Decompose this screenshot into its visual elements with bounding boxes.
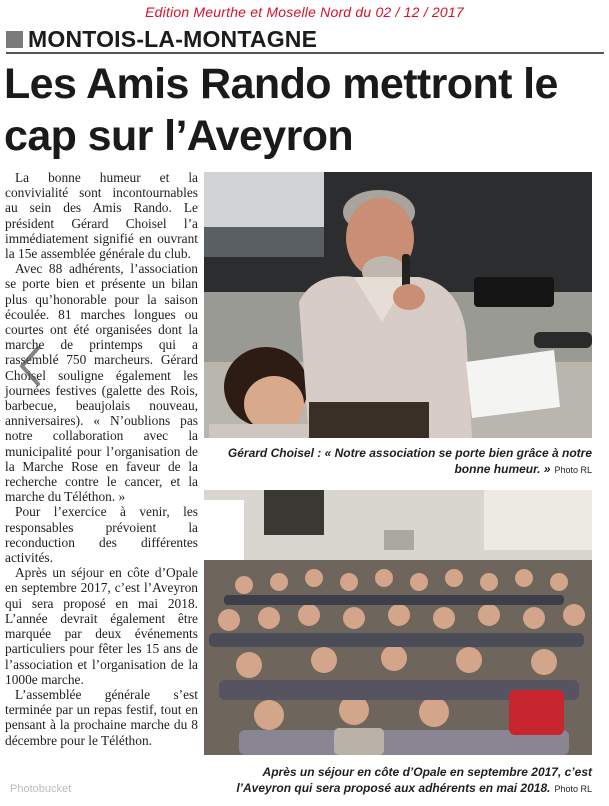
edition-banner: Edition Meurthe et Moselle Nord du 02 / 12 / 2017 [145, 4, 464, 20]
photo-audience-image [204, 490, 592, 755]
photo-speaker-caption [210, 445, 592, 478]
article-headline: Les Amis Rando mettront le cap sur l’Aveyron [4, 60, 558, 160]
photo-audience [204, 490, 592, 755]
rubric-divider [6, 52, 604, 54]
photo-speaker [204, 172, 592, 438]
photobucket-watermark: Photobucket [10, 783, 72, 795]
photo-audience-caption [210, 764, 592, 797]
chevron-left-icon[interactable] [14, 344, 46, 388]
photo-speaker-image [204, 172, 592, 438]
caption-text: Gérard Choisel : « Notre association se porte bien grâce à notre bonne humeur. » [227, 446, 592, 476]
rubric-square-icon [6, 31, 23, 48]
caption-text: Après un séjour en côte d’Opale en septembre 2017, c’est l’Aveyron qui sera proposé aux adhérents en mai 2018. [236, 765, 592, 795]
article-paragraph: L’assemblée générale s’est terminée par un repas festif, tout en pensant à la prochaine marche du 8 décembre pour le Téléthon. [5, 686, 198, 748]
article-paragraph: Avec 88 adhérents, l’association se porte bien et présente un bilan plus qu’honorable pour la saison écoulée. 81 marches longues ou courtes ont été organisées dont la marche de printemps qui a rassemblé 750 marcheurs. Gérard Choisel souligne également les journées festives (galette des Rois, barbecue, beaujolais nouveau, anniversaires). « N’oublions pas notre collaboration avec la municipalité pour l’organisation de la Marche Rose en faveur de la recherche contre le cancer, et la marche du Téléthon. » [5, 261, 198, 505]
photo-credit: Photo RL [554, 784, 592, 794]
article-body [5, 170, 198, 748]
article-paragraph: Après un séjour en côte d’Opale en septembre 2017, c’est l’Aveyron qui sera proposé en mai 2018. L’année devrait également être marquée par deux événements particuliers pour fêter les 15 ans de l’association et l’organisation de la 1000e marche. [5, 565, 198, 687]
rubric-title: MONTOIS-LA-MONTAGNE [28, 25, 318, 52]
photo-credit: Photo RL [554, 465, 592, 475]
rubric [6, 25, 317, 53]
article-paragraph: La bonne humeur et la convivialité sont incontournables au sein des Amis Rando. Le président Gérard Choisel l’a immédiatement signifié en ouvrant la 15e assemblée générale du club. [5, 170, 198, 262]
article-paragraph: Pour l’exercice à venir, les responsables prévoient la reconduction des différentes activités. [5, 504, 198, 566]
